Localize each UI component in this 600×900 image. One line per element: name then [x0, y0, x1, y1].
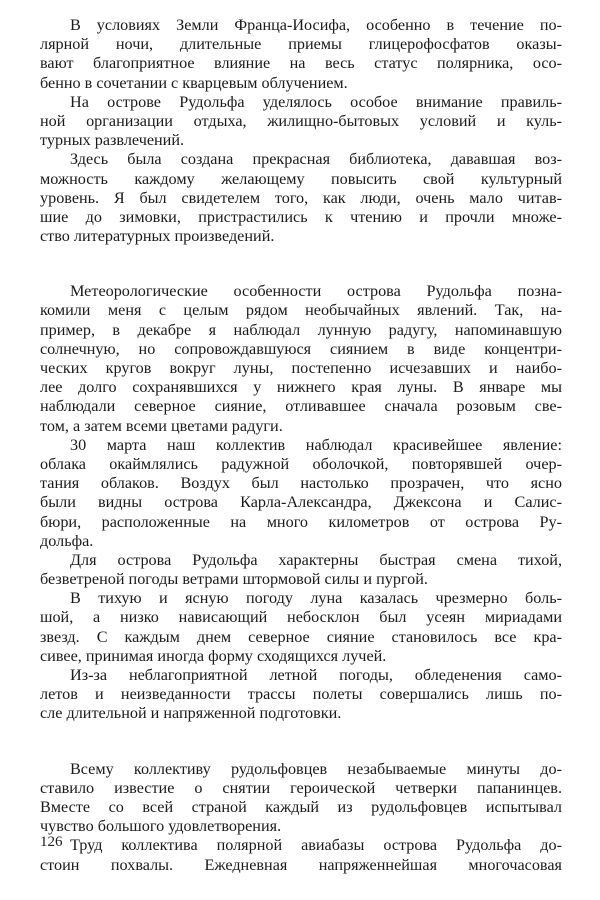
- text-line: том, а затем всеми цветами радуги.: [40, 416, 283, 435]
- text-line: были видны острова Карла-Александра, Джексона и Салис-: [40, 493, 562, 512]
- text-line: солнечную, но сопровождавшуюся сиянием в виде концентри-: [40, 339, 562, 358]
- book-page: [40, 16, 562, 896]
- page-text-body: [40, 16, 562, 875]
- page-number: 126: [40, 834, 63, 850]
- paragraph: [40, 666, 562, 724]
- text-line: безветреной погоды ветрами штормовой силы и пургой.: [40, 570, 428, 589]
- paragraph: [40, 282, 562, 436]
- text-line: турных развлечений.: [40, 131, 185, 150]
- text-line: ставило известие о снятии героической четверки папанинцев.: [40, 778, 562, 797]
- text-line: можность каждому желающему повысить свой культурный: [40, 169, 562, 188]
- text-line: Для острова Рудольфа характерны быстрая смена тихой,: [70, 550, 562, 569]
- text-line: В тихую и ясную погоду луна казалась чрезмерно боль-: [70, 589, 562, 608]
- text-line: Вместе со всей страной каждый из рудольфовцев испытывал: [40, 797, 562, 816]
- paragraph: [40, 551, 562, 589]
- text-line: летов и неизведанности трассы полеты совершались лишь по-: [40, 685, 562, 704]
- text-line: шой, а низко нависающий небосклон был усеян мириадами: [40, 608, 562, 627]
- paragraph: [40, 93, 562, 151]
- paragraph: [40, 589, 562, 666]
- text-line: звезд. С каждым днем северное сияние становилось все кра-: [40, 627, 562, 646]
- text-line: 30 марта наш коллектив наблюдал красивейшее явление:: [70, 435, 562, 454]
- text-line: вают благоприятное влияние на весь статус полярника, осо-: [40, 54, 562, 73]
- text-line: шие до зимовки, пристрастились к чтению и прочли множе-: [40, 207, 562, 226]
- text-line: ство литературных произведений.: [40, 227, 275, 246]
- paragraph: [40, 836, 562, 874]
- text-line: Труд коллектива полярной авиабазы острова Рудольфа до-: [70, 836, 562, 855]
- text-line: дольфа.: [40, 531, 94, 550]
- text-line: лее долго сохранявшихся у нижнего края луны. В январе мы: [40, 378, 562, 397]
- text-line: пример, в декабре я наблюдал лунную радугу, напоминавшую: [40, 320, 562, 339]
- text-line: В условиях Земли Франца-Иосифа, особенно в течение по-: [70, 16, 562, 34]
- text-line: чувство большого удовлетворения.: [40, 817, 282, 836]
- text-line: комили меня с целым рядом необычайных явлений. Так, на-: [40, 301, 562, 320]
- text-line: сивее, принимая иногда форму сходящихся лучей.: [40, 646, 387, 665]
- text-line: Здесь была создана прекрасная библиотека, дававшая воз-: [70, 150, 562, 169]
- text-line: лярной ночи, длительные приемы глицерофосфатов оказы-: [40, 35, 562, 54]
- paragraph: [40, 760, 562, 837]
- text-line: стоин похвалы. Ежедневная напряженнейшая многочасовая: [40, 855, 562, 874]
- text-line: бенно в сочетании с кварцевым облучением.: [40, 73, 348, 92]
- text-line: ческих кругов вокруг луны, постепенно исчезавших и наибо-: [40, 359, 562, 377]
- paragraph: [40, 436, 562, 551]
- text-line: сле длительной и напряженной подготовки.: [40, 704, 342, 723]
- text-line: Из-за неблагоприятной летной погоды, обледенения само-: [70, 666, 562, 684]
- text-line: уровень. Я был свидетелем того, как люди, очень мало читав-: [40, 188, 562, 207]
- text-line: ной организации отдыха, жилищно-бытовых условий и куль-: [40, 111, 562, 130]
- text-line: Всему коллективу рудольфовцев незабываемые минуты до-: [70, 759, 562, 778]
- text-line: Метеорологические особенности острова Рудольфа позна-: [70, 282, 562, 301]
- paragraph: [40, 150, 562, 246]
- text-line: наблюдали северное сияние, отливавшее сначала розовым све-: [40, 397, 562, 416]
- text-line: бюри, расположенные на много километров от острова Ру-: [40, 512, 562, 531]
- section-gap: [40, 246, 562, 282]
- section-gap: [40, 724, 562, 760]
- text-line: тания облаков. Воздух был настолько прозрачен, что ясно: [40, 474, 562, 493]
- text-line: облака окаймлялись радужной оболочкой, повторявшей очер-: [40, 454, 562, 473]
- text-line: На острове Рудольфа уделялось особое внимание правиль-: [70, 92, 562, 111]
- paragraph: [40, 16, 562, 93]
